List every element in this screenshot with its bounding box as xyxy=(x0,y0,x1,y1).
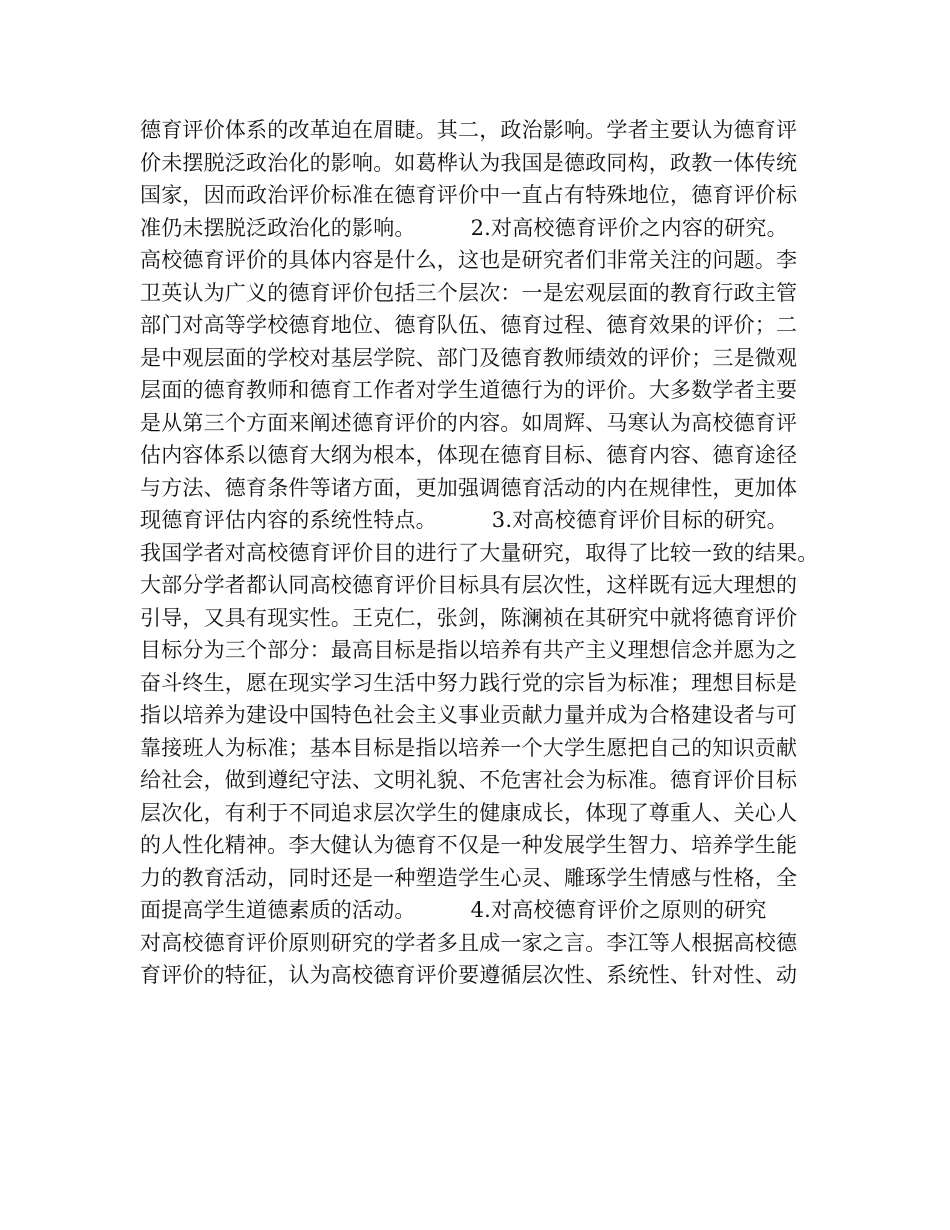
body-text xyxy=(140,114,840,992)
text-line: 我国学者对高校德育评价目的进行了大量研究，取得了比较一致的结果。 xyxy=(140,540,819,565)
text-line: 对高校德育评价原则研究的学者多且成一家之言。李江等人根据高校德 xyxy=(140,930,798,955)
text-line: 面提高学生道德素质的活动。 4.对高校德育评价之原则的研究 xyxy=(140,898,767,922)
text-line: 靠接班人为标准；基本目标是指以培养一个大学生愿把自己的知识贡献 xyxy=(140,735,798,760)
text-line: 价未摆脱泛政治化的影响。如葛桦认为我国是德政同构，政教一体传统 xyxy=(140,150,798,175)
text-line: 是从第三个方面来阐述德育评价的内容。如周辉、马寒认为高校德育评 xyxy=(140,410,798,435)
text-line: 部门对高等学校德育地位、德育队伍、德育过程、德育效果的评价；二 xyxy=(140,313,798,337)
text-line: 卫英认为广义的德育评价包括三个层次：一是宏观层面的教育行政主管 xyxy=(140,280,798,305)
text-line: 育评价的特征，认为高校德育评价要遵循层次性、系统性、针对性、动 xyxy=(140,963,798,987)
text-line: 目标分为三个部分：最高目标是指以培养有共产主义理想信念并愿为之 xyxy=(140,638,798,662)
text-line: 力的教育活动，同时还是一种塑造学生心灵、雕琢学生情感与性格，全 xyxy=(140,865,798,890)
text-line: 奋斗终生，愿在现实学习生活中努力践行党的宗旨为标准；理想目标是 xyxy=(140,670,798,695)
text-line: 的人性化精神。李大健认为德育不仅是一种发展学生智力、培养学生能 xyxy=(140,833,798,857)
text-line: 层次化，有利于不同追求层次学生的健康成长，体现了尊重人、关心人 xyxy=(140,800,798,825)
text-line: 与方法、德育条件等诸方面，更加强调德育活动的内在规律性，更加体 xyxy=(140,475,798,500)
text-line: 准仍未摆脱泛政治化的影响。 2.对高校德育评价之内容的研究。 xyxy=(140,215,788,240)
text-line: 层面的德育教师和德育工作者对学生道德行为的评价。大多数学者主要 xyxy=(140,378,798,402)
text-line: 给社会，做到遵纪守法、文明礼貌、不危害社会为标准。德育评价目标 xyxy=(140,768,798,792)
text-line: 指以培养为建设中国特色社会主义事业贡献力量并成为合格建设者与可 xyxy=(140,703,798,727)
text-line: 大部分学者都认同高校德育评价目标具有层次性，这样既有远大理想的 xyxy=(140,573,798,597)
text-line: 是中观层面的学校对基层学院、部门及德育教师绩效的评价；三是微观 xyxy=(140,345,798,370)
text-line: 德育评价体系的改革迫在眉睫。其二，政治影响。学者主要认为德育评 xyxy=(140,118,798,142)
text-line: 估内容体系以德育大纲为根本，体现在德育目标、德育内容、德育途径 xyxy=(140,443,798,467)
text-line: 国家，因而政治评价标准在德育评价中一直占有特殊地位，德育评价标 xyxy=(140,183,798,207)
text-line: 高校德育评价的具体内容是什么，这也是研究者们非常关注的问题。李 xyxy=(140,248,798,272)
text-line: 现德育评估内容的系统性特点。 3.对高校德育评价目标的研究。 xyxy=(140,508,788,532)
text-line: 引导，又具有现实性。王克仁，张剑，陈澜祯在其研究中就将德育评价 xyxy=(140,605,798,630)
